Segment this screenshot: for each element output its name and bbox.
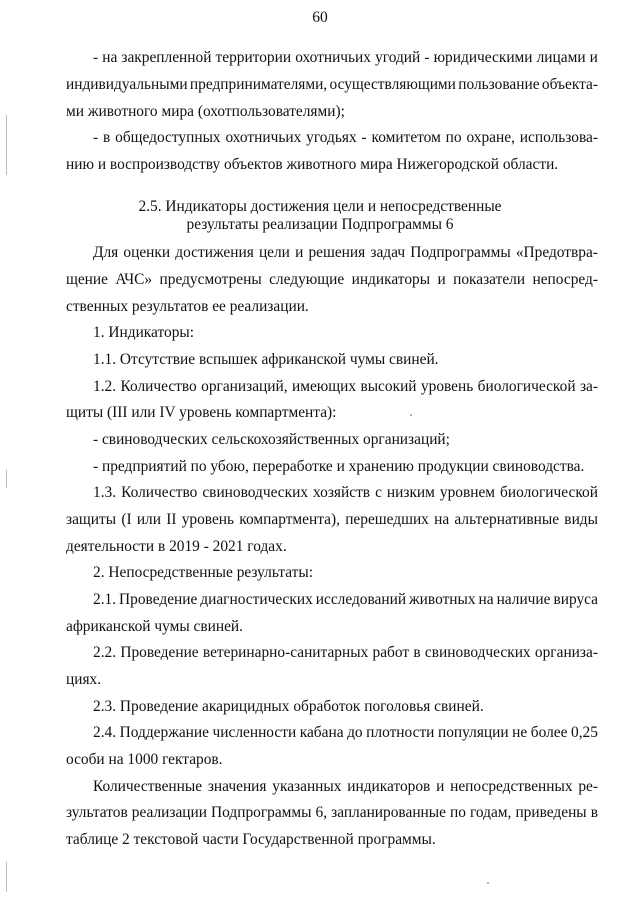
text-line: - свиноводческих сельскохозяйственных организаций; xyxy=(93,431,450,448)
text-line: щение АЧС» предусмотрены следующие индикаторы и показатели непосред- xyxy=(66,271,598,288)
text-line: 2.1. Проведение диагностических исследований животных на наличие вируса xyxy=(93,591,598,608)
text-line: - предприятий по убою, переработке и хранению продукции свиноводства. xyxy=(93,458,585,475)
text-line: 1.3. Количество свиноводческих хозяйств с низким уровнем биологической xyxy=(93,484,598,501)
scan-margin-mark xyxy=(6,862,7,892)
text-line: ственных результатов ее реализации. xyxy=(66,298,309,315)
text-line: 2.3. Проведение акарицидных обработок поголовья свиней. xyxy=(93,698,484,715)
text-line: Количественные значения указанных индикаторов и непосредственных ре- xyxy=(93,778,598,795)
text-line: таблице 2 текстовой части Государственной программы. xyxy=(66,831,436,848)
text-line: 2. Непосредственные результаты: xyxy=(93,564,313,581)
text-line: особи на 1000 гектаров. xyxy=(66,751,223,768)
text-line: деятельности в 2019 - 2021 годах. xyxy=(66,538,287,555)
section-heading-line-1: 2.5. Индикаторы достижения цели и непосредственные xyxy=(138,198,502,215)
page-number: 60 xyxy=(312,9,328,26)
scan-speck xyxy=(487,882,489,884)
text-line: защиты (I или II уровень компартмента), перешедших на альтернативные виды xyxy=(66,511,598,528)
scan-margin-mark xyxy=(6,115,7,175)
section-heading-line-2: результаты реализации Подпрограммы 6 xyxy=(186,216,454,233)
text-line: 2.4. Поддержание численности кабана до плотности популяции не более 0,25 xyxy=(93,724,598,741)
scan-margin-mark xyxy=(6,470,7,488)
text-line: 1.1. Отсутствие вспышек африканской чумы свиней. xyxy=(93,351,439,368)
text-line: 1.2. Количество организаций, имеющих высокий уровень биологической за- xyxy=(93,378,598,395)
text-line: 2.2. Проведение ветеринарно-санитарных работ в свиноводческих организа- xyxy=(93,644,598,661)
text-line: щиты (III или IV уровень компартмента): xyxy=(66,404,337,421)
scan-speck xyxy=(410,414,412,416)
text-line: циях. xyxy=(66,671,102,688)
text-line: - в общедоступных охотничьих угодьях - комитетом по охране, использова- xyxy=(93,129,598,146)
text-line: зультатов реализации Подпрограммы 6, запланированные по годам, приведены в xyxy=(66,804,598,821)
text-line: - на закрепленной территории охотничьих угодий - юридическими лицами и xyxy=(93,49,598,66)
text-line: африканской чумы свиней. xyxy=(66,618,243,635)
text-line: Для оценки достижения цели и решения задач Подпрограммы «Предотвра- xyxy=(93,244,598,261)
text-line: индивидуальными предпринимателями, осуществляющими пользование объекта- xyxy=(66,76,598,93)
text-line: нию и воспроизводству объектов животного мира Нижегородской области. xyxy=(66,156,559,173)
text-line: ми животного мира (охотпользователями); xyxy=(66,103,345,120)
text-line: 1. Индикаторы: xyxy=(93,324,195,341)
